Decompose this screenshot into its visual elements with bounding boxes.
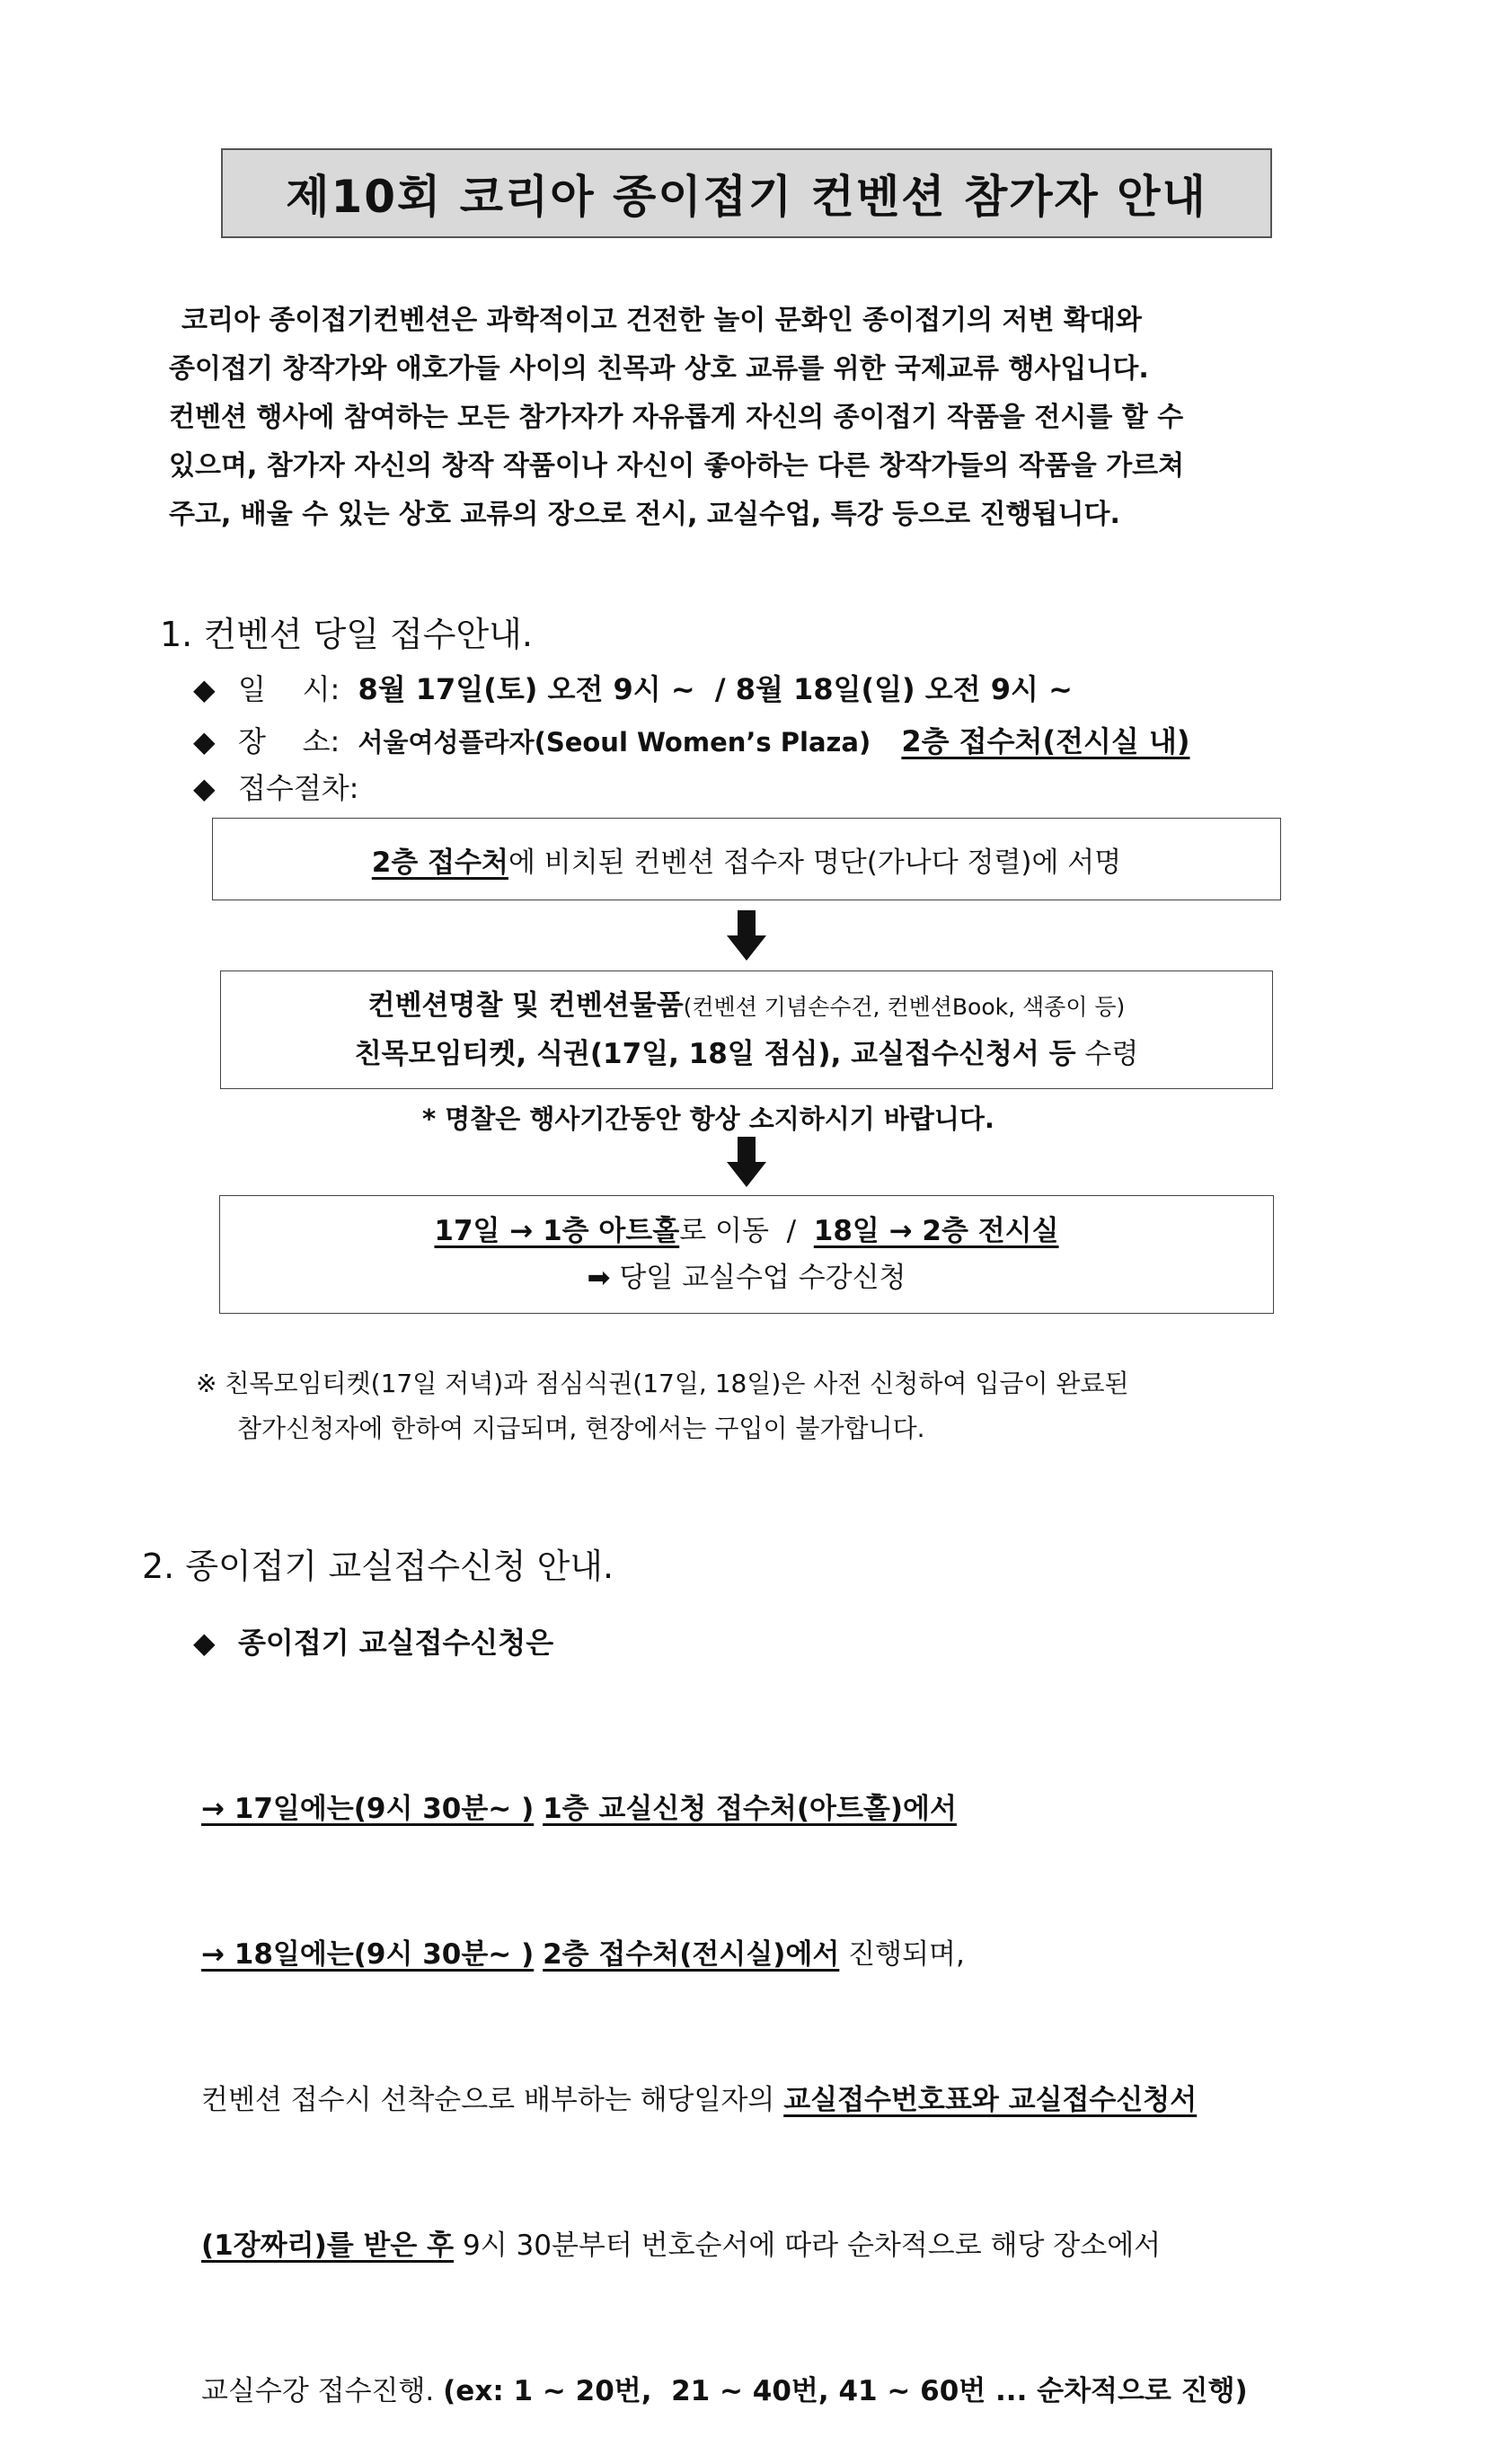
- day17-time: → 17일에는(9시 30분~ ): [201, 1793, 535, 1825]
- section2-bullet: [193, 1620, 553, 1662]
- diamond-icon: ◆: [193, 672, 216, 706]
- intro-line: 주고, 배울 수 있는 상호 교류의 장으로 전시, 교실수업, 특강 등으로 진행됩니다.: [169, 499, 1120, 530]
- section2-line5-example: (ex: 1 ~ 20번, 21 ~ 40번, 41 ~ 60번 ... 순차적으로 진행): [443, 2375, 1248, 2407]
- step3-day18: 18일 → 2층 전시실: [813, 1215, 1059, 1247]
- step3-day17: 17일 → 1층 아트홀: [434, 1215, 680, 1247]
- section1-title: 1. 컨벤션 당일 접수안내.: [160, 615, 533, 654]
- section2-line4-highlight: (1장짜리)를 받은 후: [201, 2229, 455, 2262]
- arrow-down-icon: [727, 910, 766, 961]
- place-value: 서울여성플라자(Seoul Women’s Plaza): [358, 727, 871, 758]
- section2-line3-text: 컨벤션 접수시 선착순으로 배부하는 해당일자의: [201, 2084, 784, 2116]
- section2-line3-highlight: 교실접수번호표와 교실접수신청서: [783, 2084, 1198, 2116]
- step3-line2: ➡ 당일 교실수업 수강신청: [587, 1262, 906, 1294]
- day18-time: → 18일에는(9시 30분~ ): [201, 1938, 535, 1971]
- notice: [196, 1361, 1129, 1451]
- diamond-icon: ◆: [193, 1626, 216, 1660]
- place-sub: 2층 접수처(전시실 내): [901, 724, 1190, 758]
- badge-note: * 명찰은 행사기간동안 항상 소지하시기 바랍니다.: [422, 1103, 994, 1134]
- section2-line: [201, 2221, 1248, 2270]
- procedure-bullet: [193, 766, 358, 807]
- step3-move: 로 이동 /: [679, 1215, 814, 1247]
- step2-tickets: 친목모임티켓, 식권(17일, 18일 점심), 교실접수신청서 등: [354, 1038, 1076, 1070]
- section2-line: [201, 2076, 1248, 2124]
- notice-line: 참가신청자에 한하여 지급되며, 현장에서는 구입이 불가합니다.: [237, 1414, 925, 1443]
- day17-place: 1층 교실신청 접수처(아트홀)에서: [543, 1793, 957, 1825]
- intro-line: 종이접기 창작가와 애호가들 사이의 친목과 상호 교류를 위한 국제교류 행사입니다.: [169, 353, 1149, 385]
- step1-box: [212, 818, 1281, 900]
- step2-line1: [368, 982, 1126, 1031]
- step2-items-detail: (컨벤션 기념손수건, 컨벤션Book, 색종이 등): [683, 994, 1126, 1020]
- section2-line: [201, 2367, 1248, 2415]
- place-bullet: [193, 719, 1190, 760]
- notice-line: ※ 친목모임티켓(17일 저녁)과 점심식권(17일, 18일)은 사전 신청하여 입금이 완료된: [196, 1369, 1129, 1398]
- diamond-icon: ◆: [193, 724, 216, 758]
- step3-box: [219, 1195, 1274, 1314]
- procedure-label: 접수절차:: [238, 771, 359, 805]
- step2-line2: [355, 1031, 1139, 1077]
- date-value: 8월 17일(토) 오전 9시 ~ / 8월 18일(일) 오전 9시 ~: [358, 672, 1073, 706]
- date-bullet: [193, 667, 1073, 708]
- arrow-down-icon: [727, 1137, 766, 1187]
- title-box: [221, 148, 1272, 238]
- step2-receive: 수령: [1075, 1038, 1139, 1070]
- section2-line5-text: 교실수강 접수진행.: [201, 2375, 444, 2407]
- page-title: 제10회 코리아 종이접기 컨벤션 참가자 안내: [286, 171, 1207, 223]
- step1-text: [372, 839, 1121, 880]
- section2-line: [201, 1930, 1248, 1979]
- day18-rest: 진행되며,: [839, 1938, 965, 1971]
- step2-box: [220, 971, 1273, 1089]
- intro-paragraph: [169, 297, 1337, 539]
- section2-line4-text: 9시 30분부터 번호순서에 따라 순차적으로 해당 장소에서: [454, 2229, 1162, 2262]
- step2-items: 컨벤션명찰 및 컨벤션물품: [367, 989, 684, 1022]
- step1-rest: 에 비치된 컨벤션 접수자 명단(가나다 정렬)에 서명: [508, 846, 1122, 879]
- intro-line: 있으며, 참가자 자신의 창작 작품이나 자신이 좋아하는 다른 창작가들의 작품을 가르쳐: [169, 450, 1185, 482]
- diamond-icon: ◆: [193, 771, 216, 805]
- section2-bullet-text: 종이접기 교실접수신청은: [238, 1626, 554, 1660]
- day18-place: 2층 접수처(전시실)에서: [543, 1938, 840, 1971]
- section2-line: [201, 1785, 1248, 1833]
- intro-line: 컨벤션 행사에 참여하는 모든 참가자가 자유롭게 자신의 종이접기 작품을 전시를 할 수: [169, 402, 1184, 433]
- intro-line: 코리아 종이접기컨벤션은 과학적이고 건전한 놀이 문화인 종이접기의 저변 확대와: [181, 305, 1142, 336]
- place-label: 장 소:: [238, 724, 340, 758]
- date-label: 일 시:: [238, 672, 340, 706]
- step3-line1: [434, 1208, 1058, 1254]
- section2-body: [201, 1688, 1248, 2464]
- section2-title: 2. 종이접기 교실접수신청 안내.: [142, 1547, 614, 1586]
- step1-highlight: 2층 접수처: [371, 846, 508, 879]
